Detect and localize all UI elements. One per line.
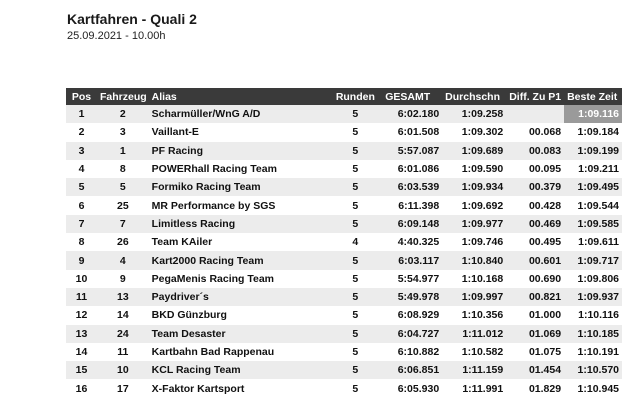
cell-durchschn: 1:10.840 — [442, 251, 506, 269]
cell-pos: 2 — [66, 123, 97, 141]
cell-pos: 11 — [66, 288, 97, 306]
column-header-durchschn: Durchschn — [442, 88, 506, 105]
cell-gesamt: 6:01.508 — [382, 123, 442, 141]
cell-gesamt: 6:05.930 — [382, 379, 442, 397]
table-row — [66, 160, 622, 178]
table-row — [66, 288, 622, 306]
cell-alias: Team Desaster — [149, 325, 329, 343]
cell-fahrzeug: 25 — [97, 196, 149, 214]
cell-durchschn: 1:11.159 — [442, 361, 506, 379]
cell-gesamt: 4:40.325 — [382, 233, 442, 251]
table-row — [66, 142, 622, 160]
cell-pos: 10 — [66, 270, 97, 288]
cell-runden: 5 — [328, 160, 382, 178]
cell-durchschn: 1:09.746 — [442, 233, 506, 251]
cell-alias: Team KAiler — [149, 233, 329, 251]
page-title: Kartfahren - Quali 2 — [67, 11, 197, 27]
cell-alias: KCL Racing Team — [149, 361, 329, 379]
cell-pos: 7 — [66, 215, 97, 233]
cell-gesamt: 6:01.086 — [382, 160, 442, 178]
cell-gesamt: 6:09.148 — [382, 215, 442, 233]
cell-beste-zeit: 1:10.116 — [564, 306, 622, 324]
cell-pos: 4 — [66, 160, 97, 178]
cell-durchschn: 1:09.302 — [442, 123, 506, 141]
table-row — [66, 251, 622, 269]
cell-pos: 13 — [66, 325, 97, 343]
cell-diff: 01.000 — [506, 306, 564, 324]
cell-diff: 00.469 — [506, 215, 564, 233]
column-header-beste-zeit: Beste Zeit — [564, 88, 622, 105]
cell-runden: 4 — [328, 233, 382, 251]
cell-beste-zeit: 1:10.570 — [564, 361, 622, 379]
cell-gesamt: 5:54.977 — [382, 270, 442, 288]
table-row — [66, 196, 622, 214]
cell-runden: 5 — [328, 379, 382, 397]
cell-runden: 5 — [328, 178, 382, 196]
cell-gesamt: 6:11.398 — [382, 196, 442, 214]
cell-diff: 00.379 — [506, 178, 564, 196]
cell-beste-zeit: 1:09.495 — [564, 178, 622, 196]
cell-pos: 14 — [66, 343, 97, 361]
cell-fahrzeug: 10 — [97, 361, 149, 379]
cell-beste-zeit: 1:10.191 — [564, 343, 622, 361]
table-row — [66, 178, 622, 196]
cell-alias: Kart2000 Racing Team — [149, 251, 329, 269]
table-row — [66, 105, 622, 123]
cell-pos: 16 — [66, 379, 97, 397]
cell-runden: 5 — [328, 270, 382, 288]
table-header-row — [66, 88, 622, 105]
cell-gesamt: 5:57.087 — [382, 142, 442, 160]
cell-durchschn: 1:09.977 — [442, 215, 506, 233]
cell-beste-zeit: 1:10.945 — [564, 379, 622, 397]
table-row — [66, 233, 622, 251]
table-row — [66, 123, 622, 141]
column-header-runden: Runden — [328, 88, 382, 105]
cell-pos: 5 — [66, 178, 97, 196]
cell-runden: 5 — [328, 343, 382, 361]
cell-diff: 01.829 — [506, 379, 564, 397]
cell-durchschn: 1:09.997 — [442, 288, 506, 306]
cell-diff: 01.069 — [506, 325, 564, 343]
cell-durchschn: 1:11.991 — [442, 379, 506, 397]
cell-runden: 5 — [328, 325, 382, 343]
table-row — [66, 379, 622, 397]
cell-pos: 9 — [66, 251, 97, 269]
cell-gesamt: 6:04.727 — [382, 325, 442, 343]
cell-durchschn: 1:10.356 — [442, 306, 506, 324]
cell-fahrzeug: 7 — [97, 215, 149, 233]
cell-alias: Paydriver´s — [149, 288, 329, 306]
cell-diff: 00.495 — [506, 233, 564, 251]
cell-diff: 00.428 — [506, 196, 564, 214]
table-row — [66, 215, 622, 233]
cell-beste-zeit: 1:09.211 — [564, 160, 622, 178]
page-subtitle: 25.09.2021 - 10.00h — [67, 30, 166, 42]
cell-diff: 00.690 — [506, 270, 564, 288]
column-header-diff: Diff. Zu P1 — [506, 88, 564, 105]
cell-pos: 3 — [66, 142, 97, 160]
cell-beste-zeit: 1:09.199 — [564, 142, 622, 160]
cell-beste-zeit: 1:10.185 — [564, 325, 622, 343]
cell-fahrzeug: 24 — [97, 325, 149, 343]
table-row — [66, 270, 622, 288]
cell-fahrzeug: 5 — [97, 178, 149, 196]
cell-runden: 5 — [328, 123, 382, 141]
cell-fahrzeug: 4 — [97, 251, 149, 269]
cell-gesamt: 6:03.539 — [382, 178, 442, 196]
results-table — [66, 88, 622, 398]
cell-diff: 01.454 — [506, 361, 564, 379]
cell-beste-zeit: 1:09.937 — [564, 288, 622, 306]
cell-gesamt: 5:49.978 — [382, 288, 442, 306]
table-row — [66, 306, 622, 324]
cell-diff: 00.821 — [506, 288, 564, 306]
cell-beste-zeit: 1:09.184 — [564, 123, 622, 141]
cell-alias: Scharmüller/WnG A/D — [149, 105, 329, 123]
cell-runden: 5 — [328, 105, 382, 123]
cell-gesamt: 6:03.117 — [382, 251, 442, 269]
cell-durchschn: 1:09.934 — [442, 178, 506, 196]
cell-alias: BKD Günzburg — [149, 306, 329, 324]
cell-runden: 5 — [328, 196, 382, 214]
cell-diff: 01.075 — [506, 343, 564, 361]
column-header-pos: Pos — [66, 88, 97, 105]
cell-runden: 5 — [328, 361, 382, 379]
cell-durchschn: 1:09.692 — [442, 196, 506, 214]
cell-beste-zeit: 1:09.585 — [564, 215, 622, 233]
cell-durchschn: 1:11.012 — [442, 325, 506, 343]
cell-fahrzeug: 8 — [97, 160, 149, 178]
cell-runden: 5 — [328, 215, 382, 233]
table-row — [66, 361, 622, 379]
cell-pos: 15 — [66, 361, 97, 379]
cell-beste-zeit: 1:09.116 — [564, 105, 622, 123]
cell-alias: PF Racing — [149, 142, 329, 160]
cell-alias: POWERhall Racing Team — [149, 160, 329, 178]
cell-diff: 00.601 — [506, 251, 564, 269]
cell-durchschn: 1:10.168 — [442, 270, 506, 288]
cell-pos: 12 — [66, 306, 97, 324]
cell-alias: PegaMenis Racing Team — [149, 270, 329, 288]
cell-durchschn: 1:09.590 — [442, 160, 506, 178]
cell-beste-zeit: 1:09.717 — [564, 251, 622, 269]
cell-diff: 00.068 — [506, 123, 564, 141]
cell-gesamt: 6:02.180 — [382, 105, 442, 123]
cell-gesamt: 6:06.851 — [382, 361, 442, 379]
cell-pos: 8 — [66, 233, 97, 251]
cell-runden: 5 — [328, 288, 382, 306]
cell-pos: 6 — [66, 196, 97, 214]
cell-fahrzeug: 17 — [97, 379, 149, 397]
cell-fahrzeug: 1 — [97, 142, 149, 160]
cell-fahrzeug: 2 — [97, 105, 149, 123]
table-row — [66, 343, 622, 361]
column-header-alias: Alias — [149, 88, 329, 105]
cell-fahrzeug: 26 — [97, 233, 149, 251]
cell-alias: Vaillant-E — [149, 123, 329, 141]
cell-alias: Formiko Racing Team — [149, 178, 329, 196]
table-header — [66, 88, 622, 105]
cell-beste-zeit: 1:09.806 — [564, 270, 622, 288]
cell-gesamt: 6:10.882 — [382, 343, 442, 361]
cell-alias: MR Performance by SGS — [149, 196, 329, 214]
cell-runden: 5 — [328, 306, 382, 324]
cell-gesamt: 6:08.929 — [382, 306, 442, 324]
cell-beste-zeit: 1:09.544 — [564, 196, 622, 214]
cell-durchschn: 1:09.689 — [442, 142, 506, 160]
cell-fahrzeug: 9 — [97, 270, 149, 288]
cell-alias: Kartbahn Bad Rappenau — [149, 343, 329, 361]
cell-fahrzeug: 11 — [97, 343, 149, 361]
cell-alias: X-Faktor Kartsport — [149, 379, 329, 397]
cell-runden: 5 — [328, 251, 382, 269]
cell-durchschn: 1:09.258 — [442, 105, 506, 123]
cell-beste-zeit: 1:09.611 — [564, 233, 622, 251]
cell-fahrzeug: 14 — [97, 306, 149, 324]
cell-diff — [506, 105, 564, 123]
cell-fahrzeug: 13 — [97, 288, 149, 306]
cell-pos: 1 — [66, 105, 97, 123]
column-header-gesamt: GESAMT — [382, 88, 442, 105]
cell-durchschn: 1:10.582 — [442, 343, 506, 361]
cell-diff: 00.095 — [506, 160, 564, 178]
cell-diff: 00.083 — [506, 142, 564, 160]
column-header-fahrzeug: Fahrzeug — [97, 88, 149, 105]
cell-runden: 5 — [328, 142, 382, 160]
cell-fahrzeug: 3 — [97, 123, 149, 141]
table-row — [66, 325, 622, 343]
cell-alias: Limitless Racing — [149, 215, 329, 233]
table-body — [66, 105, 622, 398]
